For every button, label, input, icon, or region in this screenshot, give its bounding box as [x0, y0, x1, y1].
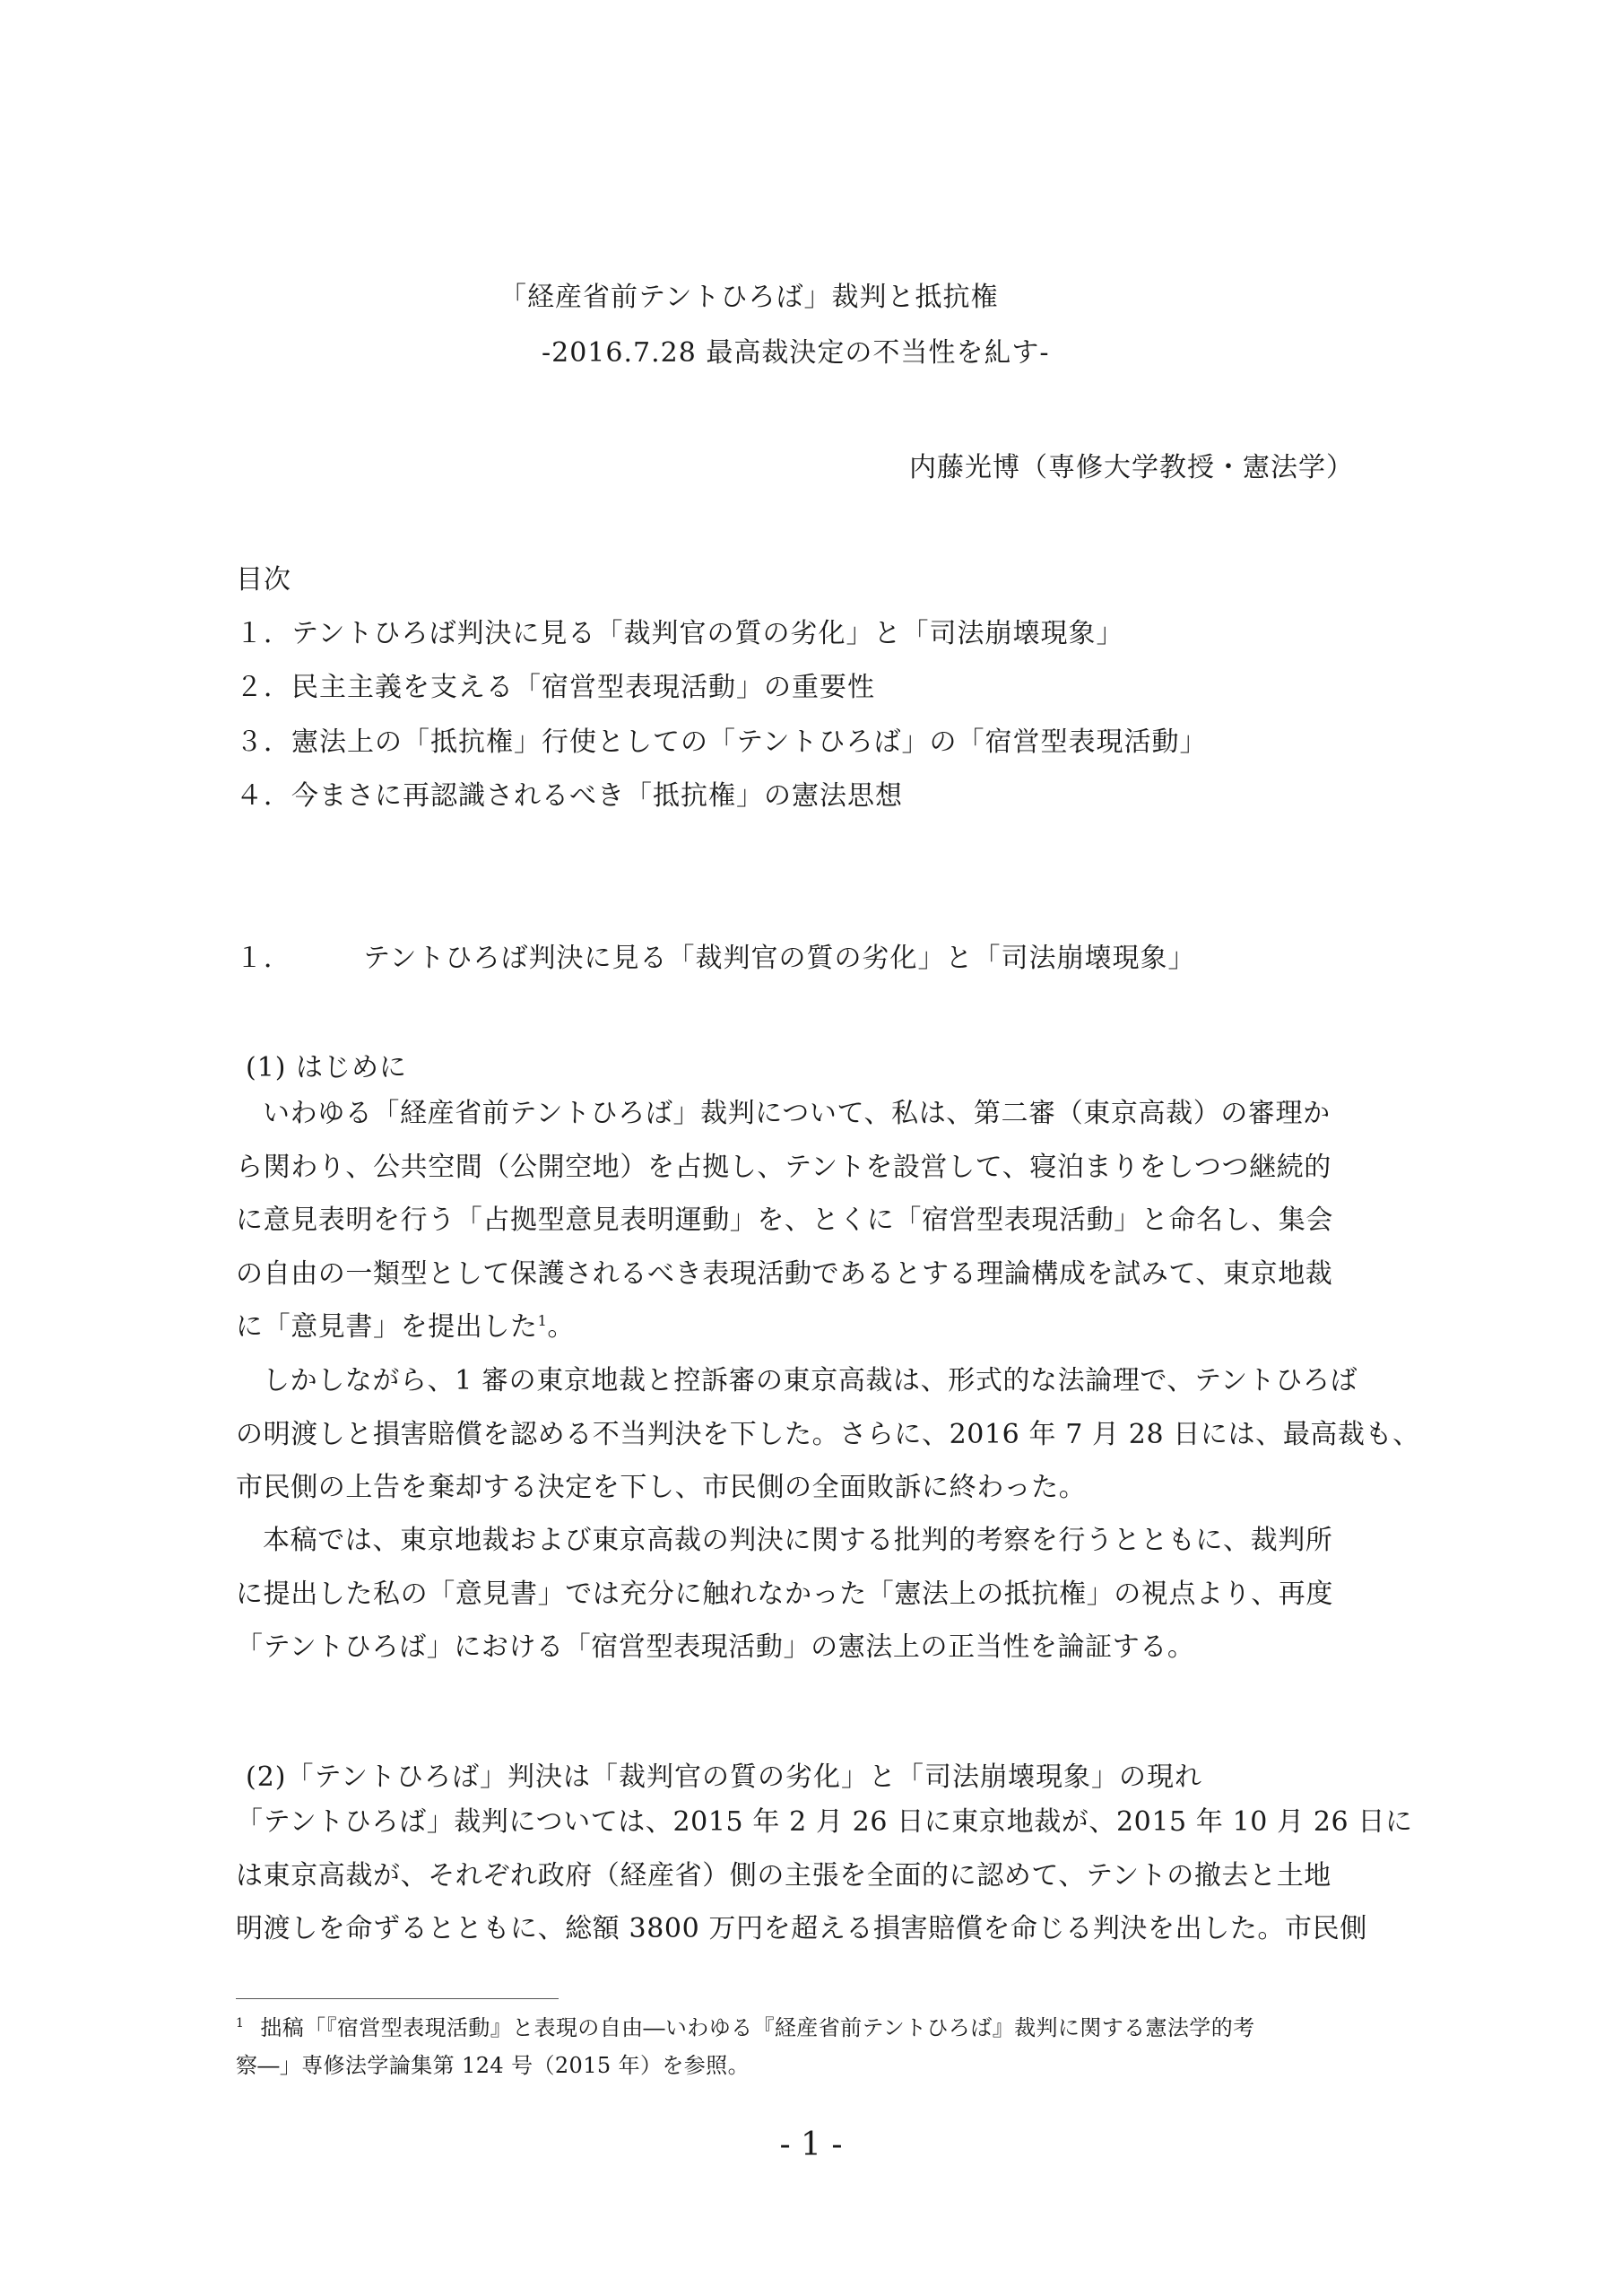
footnote-line [236, 2009, 1392, 2047]
toc-item-2: ２．民主主義を支える「宿営型表現活動」の重要性 [236, 672, 875, 703]
paragraph-line: 「テントひろば」における「宿営型表現活動」の憲法上の正当性を論証する。 [236, 1631, 1195, 1663]
paragraph-line: は東京高裁が、それぞれ政府（経産省）側の主張を全面的に認めて、テントの撤去と土地 [236, 1859, 1331, 1892]
paragraph-line: 本稿では、東京地裁および東京高裁の判決に関する批判的考察を行うとともに、裁判所 [263, 1525, 1333, 1556]
paragraph-line: 市民側の上告を棄却する決定を下し、市民側の全面敗訴に終わった。 [236, 1472, 1087, 1503]
paragraph-text: に「意見書」を提出した [236, 1311, 538, 1343]
section-number: １． [236, 943, 291, 974]
paragraph-line: しかしながら、1 審の東京地裁と控訴審の東京高裁は、形式的な法論理で、テントひろば [263, 1365, 1358, 1396]
page-number: - 1 - [779, 2126, 843, 2163]
toc-item-1: １．テントひろば判決に見る「裁判官の質の劣化」と「司法崩壊現象」 [236, 618, 1124, 649]
footnote-number: 1 [236, 2016, 245, 2031]
paragraph-line: 「テントひろば」裁判については、2015 年 2 月 26 日に東京地裁が、2015 年 10 月 26 日に [236, 1806, 1413, 1838]
subsection-heading-1: (1) はじめに [246, 1052, 408, 1083]
footnote-reference[interactable]: 1 [537, 1312, 548, 1329]
toc-item-3: ３．憲法上の「抵抗権」行使としての「テントひろば」の「宿営型表現活動」 [236, 726, 1208, 758]
toc-item-4: ４．今まさに再認識されるべき「抵抗権」の憲法思想 [236, 780, 903, 812]
paragraph-2 [236, 1354, 1420, 1515]
footnote-line: 察―」専修法学論集第 124 号（2015 年）を参照。 [236, 2053, 750, 2078]
paragraph-line: いわゆる「経産省前テントひろば」裁判について、私は、第二審（東京高裁）の審理か [263, 1098, 1331, 1129]
paragraph-line: に提出した私の「意見書」では充分に触れなかった「憲法上の抵抗権」の視点より、再度 [236, 1578, 1333, 1610]
footnote-separator [236, 1998, 559, 1999]
paragraph-line: ら関わり、公共空間（公開空地）を占拠し、テントを設営して、寝泊まりをしつつ継続的 [236, 1151, 1331, 1183]
paragraph-1 [236, 1087, 1392, 1354]
footnote-text: 拙稿「『宿営型表現活動』と表現の自由―いわゆる『経産省前テントひろば』裁判に関する憲法学的考 [260, 2015, 1255, 2040]
paragraph-line-last [236, 1300, 1392, 1354]
paragraph-4 [236, 1796, 1413, 1956]
paragraph-line: の明渡しと損害賠償を認める不当判決を下した。さらに、2016 年 7 月 28 日には、最高裁も、 [236, 1418, 1420, 1450]
author-line: 内藤光博（専修大学教授・憲法学） [909, 452, 1354, 483]
footnote [236, 2009, 1392, 2084]
toc-heading: 目次 [236, 564, 291, 596]
document-title: 「経産省前テントひろば」裁判と抵抗権 [499, 282, 999, 313]
paragraph-line: の自由の一類型として保護されるべき表現活動であるとする理論構成を試みて、東京地裁 [236, 1257, 1333, 1290]
paragraph-3 [236, 1514, 1392, 1674]
paragraph-line: 明渡しを命ずるとともに、総額 3800 万円を超える損害賠償を命じる判決を出した。市民側 [236, 1913, 1367, 1944]
document-subtitle: -2016.7.28 最高裁決定の不当性を糺す- [542, 337, 1050, 369]
subsection-heading-2: (2)「テントひろば」判決は「裁判官の質の劣化」と「司法崩壊現象」の現れ [246, 1761, 1202, 1793]
paragraph-line: に意見表明を行う「占拠型意見表明運動」を、とくに「宿営型表現活動」と命名し、集会 [236, 1205, 1333, 1236]
section-title: テントひろば判決に見る「裁判官の質の劣化」と「司法崩壊現象」 [363, 943, 1196, 974]
paragraph-text: 。 [547, 1311, 575, 1343]
